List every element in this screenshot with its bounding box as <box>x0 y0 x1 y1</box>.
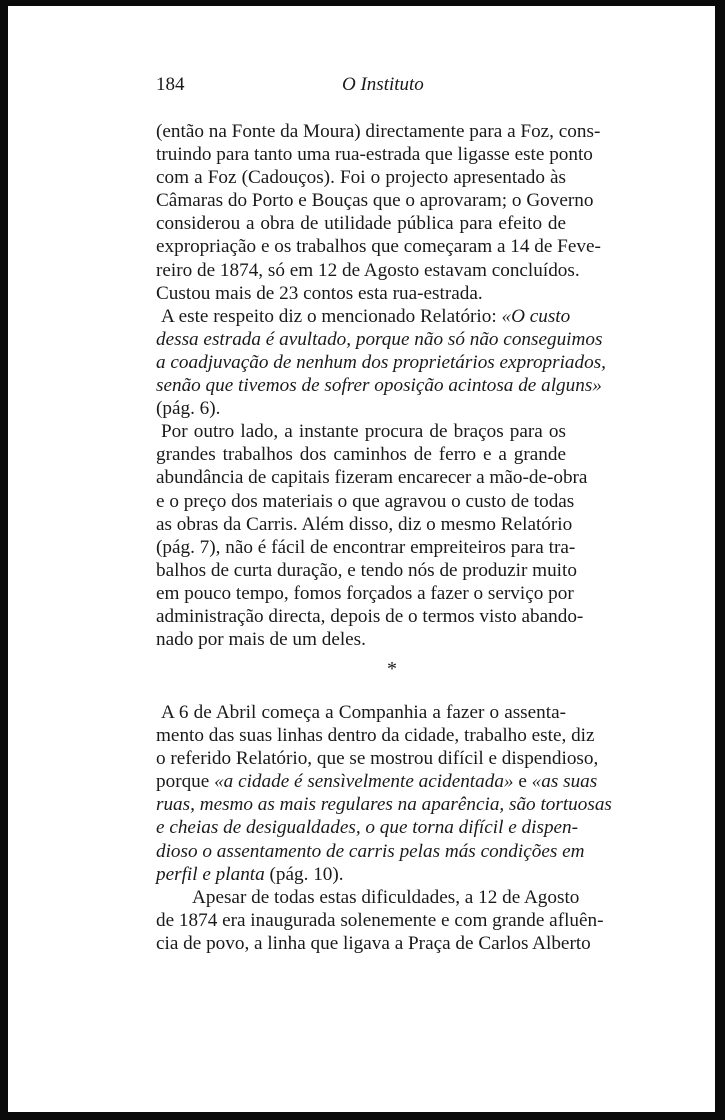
text-line: nado por mais de um deles. <box>156 629 366 651</box>
quote-line: dessa estrada é avultado, porque não só não conseguimos <box>156 328 603 350</box>
quote-segment: «as suas <box>531 771 598 793</box>
text-segment: e <box>513 771 532 793</box>
text-line: de 1874 era inaugurada solenemente e com grande afluên- <box>156 909 604 931</box>
body-text-continued <box>156 701 612 955</box>
text-segment: A este respeito diz o mencionado Relatório: <box>161 305 502 327</box>
quote-segment: «a cidade é sensìvelmente acidentada» <box>214 771 514 793</box>
quote-line: e cheias de desigualdades, o que torna difícil e dispen- <box>156 817 579 839</box>
running-title: O Instituto <box>342 74 424 95</box>
text-line: (pág. 7), não é fácil de encontrar empreiteiros para tra- <box>156 536 576 558</box>
text-line: mento das suas linhas dentro da cidade, trabalho este, diz <box>156 725 595 747</box>
text-line <box>156 770 598 793</box>
text-line: truindo para tanto uma rua-estrada que ligasse este ponto <box>156 144 593 166</box>
text-line: Câmaras do Porto e Bouças que o aprovaram; o Governo <box>156 190 594 212</box>
text-line: (pág. 6). <box>156 398 221 420</box>
text-line: abundância de capitais fizeram encarecer a mão-de-obra <box>156 467 588 489</box>
quote-segment: perfil e planta <box>156 863 265 885</box>
page-number: 184 <box>156 74 185 95</box>
text-line: em pouco tempo, fomos forçados a fazer o serviço por <box>156 582 574 604</box>
text-segment: porque <box>156 771 215 793</box>
body-text <box>156 120 606 651</box>
quote-line: a coadjuvação de nenhum dos proprietários expropriados, <box>156 351 606 373</box>
text-line: considerou a obra de utilidade pública para efeito de <box>156 213 566 235</box>
text-line: balhos de curta duração, e tendo nós de produzir muito <box>156 559 577 581</box>
text-line: reiro de 1874, só em 12 de Agosto estavam concluídos. <box>156 259 580 281</box>
text-line: administração directa, depois de o termos visto abando- <box>156 605 584 627</box>
text-line: grandes trabalhos dos caminhos de ferro e a grande <box>156 444 566 466</box>
text-line <box>156 305 571 328</box>
text-line: e o preço dos materiais o que agravou o custo de todas <box>156 490 575 512</box>
text-line: expropriação e os trabalhos que começaram a 14 de Feve- <box>156 236 601 258</box>
quote-segment: «O custo <box>501 305 571 327</box>
text-line: com a Foz (Cadouços). Foi o projecto apresentado às <box>156 167 566 189</box>
text-line: A 6 de Abril começa a Companhia a fazer o assenta- <box>161 702 566 723</box>
text-line: Apesar de todas estas dificuldades, a 12 de Agosto <box>192 886 580 908</box>
text-line: Por outro lado, a instante procura de braços para os <box>161 421 566 443</box>
section-separator: * <box>387 658 397 680</box>
text-line: cia de povo, a linha que ligava a Praça de Carlos Alberto <box>156 932 591 954</box>
quote-line: ruas, mesmo as mais regulares na aparência, são tortuosas <box>156 794 612 816</box>
text-line: (então na Fonte da Moura) directamente para a Foz, cons- <box>156 121 601 142</box>
text-line: as obras da Carris. Além disso, diz o mesmo Relatório <box>156 513 573 535</box>
text-line <box>156 863 566 886</box>
quote-line: senão que tivemos de sofrer oposição acintosa de alguns» <box>156 375 602 397</box>
text-segment: (pág. 10). <box>264 863 344 885</box>
text-line: Custou mais de 23 contos esta rua-estrada. <box>156 282 483 304</box>
page-header <box>156 74 566 100</box>
text-line: o referido Relatório, que se mostrou difícil e dispendioso, <box>156 748 599 770</box>
quote-line: dioso o assentamento de carris pelas más condições em <box>156 840 585 862</box>
